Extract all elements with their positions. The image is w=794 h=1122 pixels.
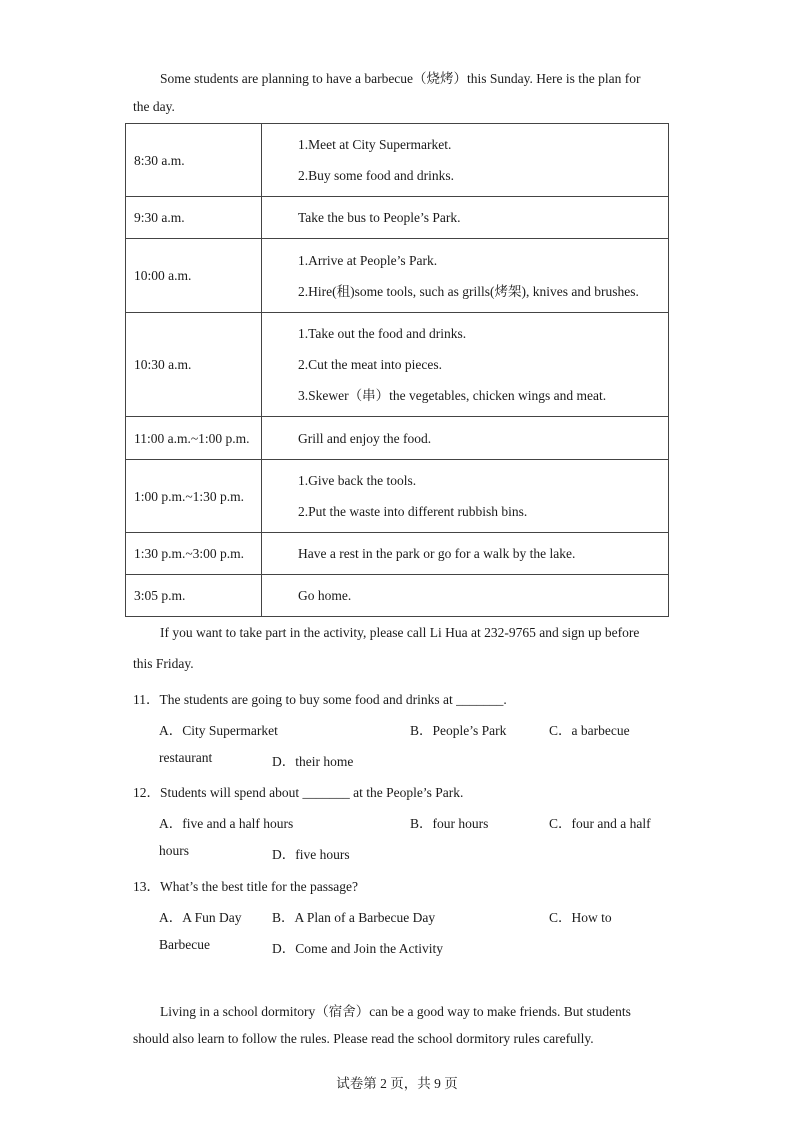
plan-activity-cell bbox=[262, 460, 669, 533]
plan-row bbox=[126, 239, 669, 313]
activity-item: 1.Take out the food and drinks. bbox=[298, 326, 467, 341]
plan-time-cell: 1:30 p.m.~3:00 p.m. bbox=[126, 533, 262, 575]
page-footer: 试卷第 2 页，共 9 页 bbox=[336, 1076, 458, 1091]
plan-time-cell: 9:30 a.m. bbox=[126, 197, 262, 239]
next-passage-line-1: Living in a school dormitory（宿舍）can be a good way to make friends. But students bbox=[160, 1004, 631, 1019]
plan-row bbox=[126, 197, 669, 239]
option-b[interactable]: B．People’s Park bbox=[410, 723, 507, 738]
option-a[interactable]: A．City Supermarket bbox=[159, 723, 278, 738]
signup-line-1: If you want to take part in the activity, please call Li Hua at 232-9765 and sign up before bbox=[160, 625, 640, 640]
activity-item: 2.Hire(租)some tools, such as grills(烤架), knives and brushes. bbox=[298, 283, 639, 299]
activity-item: Go home. bbox=[298, 588, 352, 603]
plan-activity-cell bbox=[262, 417, 669, 460]
question-number: 12． bbox=[133, 785, 160, 800]
question-13 bbox=[133, 875, 358, 895]
activity-item: 2.Buy some food and drinks. bbox=[298, 168, 454, 183]
activity-item: Have a rest in the park or go for a walk by the lake. bbox=[298, 546, 576, 561]
question-stem: Students will spend about _______ at the People’s Park. bbox=[160, 785, 464, 800]
plan-row bbox=[126, 460, 669, 533]
plan-activity-cell bbox=[262, 197, 669, 239]
signup-line-2: this Friday. bbox=[133, 656, 194, 671]
option-d[interactable]: D．five hours bbox=[272, 847, 350, 862]
plan-activity-cell bbox=[262, 313, 669, 417]
question-stem: What’s the best title for the passage? bbox=[160, 879, 358, 894]
plan-time-cell: 8:30 a.m. bbox=[126, 124, 262, 197]
plan-activity-cell bbox=[262, 239, 669, 313]
activity-item: Take the bus to People’s Park. bbox=[298, 210, 461, 225]
plan-row bbox=[126, 417, 669, 460]
intro-line-2: the day. bbox=[133, 99, 175, 114]
question-12 bbox=[133, 781, 463, 801]
option-c-continued[interactable]: restaurant bbox=[159, 750, 213, 765]
question-number: 11． bbox=[133, 692, 160, 707]
plan-row bbox=[126, 313, 669, 417]
option-a[interactable]: A．five and a half hours bbox=[159, 816, 294, 831]
activity-item: 1.Give back the tools. bbox=[298, 473, 417, 488]
option-c[interactable]: C．four and a half bbox=[549, 816, 651, 831]
option-b[interactable]: B．A Plan of a Barbecue Day bbox=[272, 910, 436, 925]
activity-item: 1.Meet at City Supermarket. bbox=[298, 137, 452, 152]
option-c-continued[interactable]: Barbecue bbox=[159, 937, 210, 952]
plan-table bbox=[125, 123, 669, 617]
question-11 bbox=[133, 688, 507, 708]
option-b[interactable]: B．four hours bbox=[410, 816, 489, 831]
option-d[interactable]: D．Come and Join the Activity bbox=[272, 941, 443, 956]
next-passage-line-2: should also learn to follow the rules. Please read the school dormitory rules carefully. bbox=[133, 1031, 594, 1046]
option-c-continued[interactable]: hours bbox=[159, 843, 189, 858]
plan-time-cell: 10:30 a.m. bbox=[126, 313, 262, 417]
activity-item: 3.Skewer（串）the vegetables, chicken wings and meat. bbox=[298, 388, 607, 403]
plan-activity-cell bbox=[262, 124, 669, 197]
option-d[interactable]: D．their home bbox=[272, 754, 354, 769]
option-c[interactable]: C．How to bbox=[549, 910, 612, 925]
plan-row bbox=[126, 575, 669, 617]
plan-activity-cell bbox=[262, 533, 669, 575]
option-c[interactable]: C．a barbecue bbox=[549, 723, 630, 738]
intro-line-1: Some students are planning to have a barbecue（烧烤）this Sunday. Here is the plan for bbox=[160, 71, 641, 86]
question-number: 13． bbox=[133, 879, 160, 894]
activity-item: 2.Put the waste into different rubbish bins. bbox=[298, 504, 528, 519]
plan-time-cell: 11:00 a.m.~1:00 p.m. bbox=[126, 417, 262, 460]
question-stem: The students are going to buy some food and drinks at _______. bbox=[159, 692, 507, 707]
plan-row bbox=[126, 124, 669, 197]
plan-time-cell: 3:05 p.m. bbox=[126, 575, 262, 617]
plan-time-cell: 10:00 a.m. bbox=[126, 239, 262, 313]
plan-time-cell: 1:00 p.m.~1:30 p.m. bbox=[126, 460, 262, 533]
option-a[interactable]: A．A Fun Day bbox=[159, 910, 242, 925]
activity-item: 1.Arrive at People’s Park. bbox=[298, 252, 438, 268]
plan-row bbox=[126, 533, 669, 575]
plan-activity-cell bbox=[262, 575, 669, 617]
activity-item: 2.Cut the meat into pieces. bbox=[298, 357, 442, 372]
activity-item: Grill and enjoy the food. bbox=[298, 430, 432, 446]
